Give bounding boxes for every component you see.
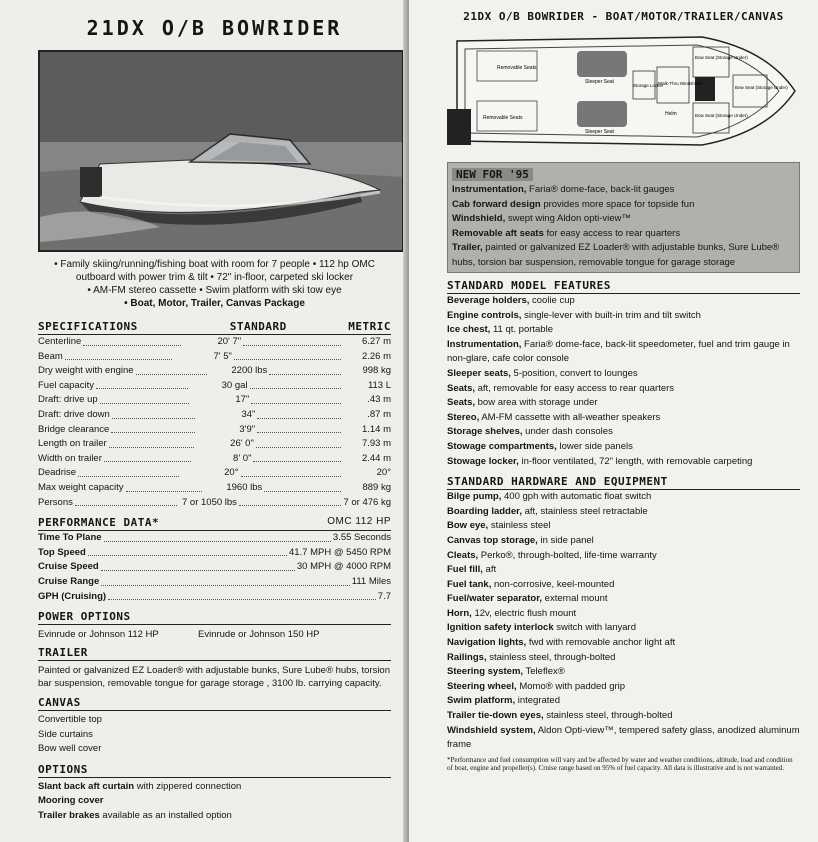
spec-row — [38, 452, 391, 467]
dot-leader — [264, 481, 341, 492]
item-detail: stainless steel — [488, 520, 551, 532]
list-item — [447, 490, 800, 505]
dot-leader — [112, 408, 196, 419]
spec-standard-value: 20' 7" — [217, 336, 242, 347]
trailer-heading — [38, 646, 391, 661]
spec-metric-value: 7 or 476 kg — [343, 496, 392, 508]
performance-label: Top Speed — [38, 546, 86, 558]
item-detail: painted or galvanized EZ Loader® with adjustable bunks, Sure Lube® hubs, torsion bar suspension, removable tongue for garage storage — [452, 242, 780, 268]
options-list — [38, 780, 391, 824]
model-features-list — [447, 294, 800, 469]
power-options — [38, 629, 391, 640]
dot-leader — [104, 531, 331, 542]
performance-value: 7.7 — [377, 590, 391, 602]
spec-standard-value: 1960 lbs — [226, 481, 263, 493]
item-detail: aft — [482, 564, 497, 576]
dot-leader — [78, 466, 178, 477]
dot-leader — [250, 379, 342, 390]
trailer-title: TRAILER — [38, 646, 88, 660]
item-detail: Aldon Opti-view™, tempered safety glass, anodized aluminum frame — [447, 724, 800, 751]
new-for-95-heading: NEW FOR '95 — [452, 168, 533, 181]
spec-metric-value: 889 kg — [362, 481, 392, 493]
list-item: Slant back aft curtain with zippered connection — [38, 780, 242, 792]
item-detail: switch with lanyard — [553, 622, 637, 634]
item-detail: in-floor ventilated, 72" length, with removable carpeting — [518, 455, 753, 467]
item-detail: provides more space for topside fun — [540, 198, 695, 210]
performance-value: 41.7 MPH @ 5450 RPM — [288, 546, 391, 558]
dot-leader — [104, 452, 192, 463]
item-title: Boarding ladder, — [447, 505, 522, 517]
item-detail: swept wing Aldon opti-view™ — [505, 213, 631, 224]
spec-standard-value: 20° — [224, 467, 239, 479]
list-item — [447, 411, 800, 426]
item-detail: bow area with storage under — [475, 397, 598, 409]
item-title: Sleeper seats, — [447, 367, 511, 379]
item-title: Fuel tank, — [447, 578, 492, 590]
spec-standard-value: 8' 0" — [233, 452, 252, 464]
list-item — [447, 592, 800, 607]
item-detail: Teleflex® — [523, 666, 565, 678]
right-page — [409, 0, 818, 842]
spec-row — [38, 364, 391, 379]
spec-metric-value: 1.14 m — [361, 423, 392, 435]
item-title: Navigation lights, — [447, 637, 527, 649]
item-title: Railings, — [447, 651, 487, 663]
item-detail: 11 qt. portable — [490, 324, 553, 336]
diagram-label: Sleeper Seat — [585, 129, 614, 135]
list-item — [447, 534, 800, 549]
spec-label: Draft: drive down — [38, 408, 110, 420]
specifications-table — [38, 335, 391, 510]
list-item — [447, 519, 800, 534]
list-item — [452, 183, 793, 198]
spec-standard-value: 2200 lbs — [231, 365, 268, 377]
spec-label: Width on trailer — [38, 452, 102, 464]
diagram-label: Storage Locker — [633, 83, 664, 88]
bullet-line: • Family skiing/running/fishing boat with room for 7 people • 112 hp OMC — [54, 259, 375, 270]
list-item: Bow well cover — [38, 743, 102, 755]
list-item — [452, 241, 793, 270]
item-detail: coolie cup — [529, 295, 575, 306]
item-detail: fwd with removable anchor light aft — [526, 637, 676, 649]
list-item — [447, 578, 800, 593]
item-title: Fuel/water separator, — [447, 593, 543, 605]
spec-row — [38, 379, 391, 394]
dot-leader — [83, 335, 181, 346]
item-title: Engine controls, — [447, 309, 522, 321]
item-title: Seats, — [447, 397, 475, 409]
spec-label: Deadrise — [38, 467, 77, 479]
dot-leader — [101, 575, 350, 586]
spec-label: Draft: drive up — [38, 394, 98, 406]
list-item — [447, 549, 800, 564]
item-title: Fuel fill, — [447, 564, 483, 576]
item-detail: Perko®, through-bolted, life-time warranty — [478, 549, 657, 561]
hardware-heading: STANDARD HARDWARE AND EQUIPMENT — [447, 475, 800, 490]
item-title: Windshield, — [452, 213, 506, 224]
item-detail: non-corrosive, keel-mounted — [491, 578, 615, 590]
item-title: Steering system, — [447, 666, 524, 678]
new-for-95-box — [447, 162, 800, 273]
item-detail: stainless steel, through-bolted — [543, 710, 673, 722]
spec-standard-value: 30 gal — [221, 379, 248, 391]
spec-standard-value: 7 or 1050 lbs — [182, 496, 237, 508]
dot-leader — [96, 379, 188, 390]
package-line: • Boat, Motor, Trailer, Canvas Package — [124, 298, 305, 309]
diagram-label: Bow Seat (Storage Under) — [695, 113, 748, 118]
dot-leader — [269, 364, 341, 375]
bullet-line: • AM-FM stereo cassette • Swim platform with ski tow eye — [87, 285, 342, 296]
spec-label: Fuel capacity — [38, 379, 94, 391]
item-title: Steering wheel, — [447, 680, 517, 692]
list-item — [447, 425, 800, 440]
model-features-heading: STANDARD MODEL FEATURES — [447, 279, 800, 294]
spec-label: Centerline — [38, 336, 82, 347]
dot-leader — [111, 423, 195, 434]
dot-leader — [136, 364, 208, 375]
deck-layout-diagram — [447, 29, 797, 153]
footnote: *Performance and fuel consumption will vary and be affected by water and weather conditions, altitude, load and condition of boat, engine and propeller(s). Cruise range based on 95% of fuel capacity. All data is illustrative and is not warranted. — [447, 755, 793, 773]
new-for-95-list — [452, 183, 793, 270]
item-title: Canvas top storage, — [447, 534, 538, 546]
list-item — [447, 724, 800, 753]
item-title: Cleats, — [447, 549, 479, 561]
item-detail: in side panel — [537, 534, 594, 546]
dot-leader — [241, 466, 341, 477]
spec-standard-value: 17" — [235, 394, 250, 406]
feature-bullets — [38, 258, 391, 310]
spec-label: Dry weight with engine — [38, 365, 134, 377]
list-item: Side curtains — [38, 728, 93, 740]
dot-leader — [253, 452, 341, 463]
list-item — [447, 607, 800, 622]
dot-leader — [257, 423, 341, 434]
list-item — [447, 294, 800, 309]
diagram-label: Helm — [665, 111, 677, 117]
power-options-title: POWER OPTIONS — [38, 610, 131, 624]
bullet-line: outboard with power trim & tilt • 72" in-floor, carpeted ski locker — [75, 272, 354, 283]
item-title: Swim platform, — [447, 695, 516, 707]
spec-row — [38, 393, 391, 408]
item-detail: integrated — [515, 695, 560, 707]
list-item — [452, 212, 793, 227]
spec-row — [38, 481, 391, 496]
item-detail: aft, removable for easy access to rear quarters — [475, 382, 675, 394]
power-options-heading — [38, 610, 391, 625]
power-option-112: Evinrude or Johnson 112 HP — [38, 629, 159, 641]
dot-leader — [234, 350, 341, 361]
spec-metric-value: .87 m — [367, 408, 391, 420]
item-detail: Faria® dome-face, back-lit speedometer, fuel and trim gauge in non-glare, cafe color console — [447, 338, 790, 365]
dot-leader — [65, 350, 172, 361]
specifications-heading — [38, 320, 391, 335]
canvas-list — [38, 713, 391, 757]
spec-metric-value: 20° — [376, 467, 391, 479]
list-item — [447, 440, 800, 455]
item-title: Bilge pump, — [447, 491, 502, 503]
item-title: Storage shelves, — [447, 426, 523, 438]
list-item — [452, 227, 793, 242]
list-item — [447, 709, 800, 724]
performance-row — [38, 590, 391, 605]
list-item — [447, 367, 800, 382]
performance-label: Time To Plane — [38, 532, 102, 544]
options-heading — [38, 763, 391, 778]
diagram-label: Removable Seats — [497, 65, 537, 71]
spec-label: Bridge clearance — [38, 423, 110, 435]
item-title: Seats, — [447, 382, 475, 394]
diagram-label: Sleeper Seat — [585, 79, 614, 85]
item-detail: AM-FM cassette with all-weather speakers — [479, 411, 661, 423]
list-item — [447, 621, 800, 636]
list-item: Mooring cover — [38, 795, 104, 807]
list-item — [447, 323, 800, 338]
list-item — [452, 198, 793, 213]
spec-standard-value: 7' 5" — [213, 350, 232, 362]
list-item — [447, 309, 800, 324]
item-detail: Momo® with padded grip — [516, 680, 626, 692]
item-title: Stowage locker, — [447, 455, 519, 467]
power-option-150: Evinrude or Johnson 150 HP — [198, 629, 320, 641]
item-detail: under dash consoles — [522, 426, 613, 438]
item-title: Cab forward design — [452, 198, 541, 210]
diagram-label: Walk-Thru Windshield — [658, 81, 702, 86]
performance-row — [38, 546, 391, 561]
spec-metric-value: 2.44 m — [361, 452, 392, 464]
spec-label: Beam — [38, 350, 63, 362]
spec-standard-value: 34" — [241, 408, 256, 420]
spec-row — [38, 437, 391, 452]
performance-value: 30 MPH @ 4000 RPM — [296, 561, 391, 573]
performance-label: Cruise Range — [38, 575, 100, 587]
performance-value: 111 Miles — [351, 575, 391, 587]
performance-label: Cruise Speed — [38, 561, 99, 573]
item-title: Trailer, — [452, 242, 483, 253]
item-title: Ignition safety interlock — [447, 622, 554, 634]
diagram-label: Bow Seat (Storage Under) — [735, 85, 788, 90]
dot-leader — [257, 408, 341, 419]
spec-row — [38, 408, 391, 423]
item-title: Stowage compartments, — [447, 440, 557, 452]
performance-label: GPH (Cruising) — [38, 590, 107, 602]
dot-leader — [256, 437, 341, 448]
dot-leader — [75, 496, 177, 507]
spec-standard-value: 26' 0" — [230, 438, 254, 450]
spec-metric-value: .43 m — [367, 394, 392, 406]
item-detail: external mount — [542, 593, 608, 605]
performance-table — [38, 531, 391, 604]
dot-leader — [243, 335, 341, 346]
spec-metric-value: 6.27 m — [361, 336, 391, 347]
spec-standard-value: 3'9" — [239, 423, 256, 435]
item-title: Stereo, — [447, 411, 480, 423]
hardware-list — [447, 490, 800, 753]
canvas-heading — [38, 696, 391, 711]
spec-row — [38, 496, 391, 511]
spec-metric-value: 2.26 m — [361, 350, 392, 362]
dot-leader — [100, 393, 190, 404]
item-title: Instrumentation, — [452, 184, 527, 195]
item-detail: single-lever with built-in trim and tilt switch — [521, 309, 701, 321]
list-item — [447, 396, 800, 411]
list-item — [447, 651, 800, 666]
list-item: Convertible top — [38, 714, 102, 726]
spec-metric-value: 7.93 m — [361, 438, 392, 450]
boat-illustration — [40, 52, 402, 250]
list-item — [447, 505, 800, 520]
dot-leader — [109, 437, 194, 448]
item-detail: Faria® dome-face, back-lit gauges — [526, 184, 675, 195]
dot-leader — [101, 560, 295, 571]
item-detail: 400 gph with automatic float switch — [501, 491, 652, 503]
list-item — [447, 382, 800, 397]
performance-row — [38, 575, 391, 590]
dot-leader — [108, 590, 376, 601]
list-item: Trailer brakes available as an installed option — [38, 809, 232, 821]
right-page-title: 21DX O/B BOWRIDER - BOAT/MOTOR/TRAILER/CANVAS — [463, 10, 784, 23]
list-item — [447, 338, 800, 367]
list-item — [447, 665, 800, 680]
diagram-label: Removable Seats — [483, 115, 523, 121]
item-detail: 5-position, convert to lounges — [510, 367, 638, 379]
performance-heading — [38, 516, 391, 531]
item-title: Instrumentation, — [447, 338, 522, 350]
spec-row — [38, 350, 391, 365]
item-title: Windshield system, — [447, 724, 536, 736]
spec-row — [38, 335, 391, 350]
boat-photo — [38, 50, 404, 252]
canvas-title: CANVAS — [38, 696, 81, 710]
dot-leader — [88, 546, 287, 557]
spec-metric-value: 998 kg — [362, 365, 392, 377]
spec-metric-value: 113 L — [367, 379, 392, 391]
diagram-label: Bow Seat (Storage Under) — [695, 55, 748, 60]
item-detail: 12v, electric flush mount — [471, 607, 577, 619]
item-detail: lower side panels — [556, 440, 633, 452]
page-title: 21DX O/B BOWRIDER — [86, 16, 343, 40]
spec-label: Max weight capacity — [38, 481, 124, 493]
item-detail: for easy access to rear quarters — [543, 227, 681, 239]
dot-leader — [251, 393, 341, 404]
dot-leader — [126, 481, 203, 492]
item-title: Removable aft seats — [452, 227, 544, 239]
performance-row — [38, 531, 391, 546]
spec-label: Persons — [38, 496, 73, 508]
item-detail: stainless steel, through-bolted — [486, 651, 616, 663]
options-title: OPTIONS — [38, 762, 88, 776]
performance-title: PERFORMANCE DATA* — [38, 516, 160, 530]
item-title: Horn, — [447, 607, 472, 619]
list-item — [447, 694, 800, 709]
spec-row — [38, 466, 391, 481]
metric-column-header: METRIC — [348, 320, 391, 333]
specifications-title: SPECIFICATIONS — [38, 320, 138, 333]
list-item — [447, 680, 800, 695]
trailer-text: Painted or galvanized EZ Loader® with adjustable bunks, Sure Lube® hubs, torsion bar suspension, removable tongue for garage storage , 3100 lb. carrying capacity. — [38, 665, 390, 690]
item-detail: aft, stainless steel retractable — [521, 505, 648, 517]
performance-value: 3.55 Seconds — [332, 532, 391, 544]
performance-row — [38, 560, 391, 575]
item-title: Ice chest, — [447, 324, 491, 336]
item-title: Bow eye, — [447, 520, 489, 532]
standard-column-header: STANDARD — [229, 320, 287, 333]
spec-row — [38, 423, 391, 438]
performance-engine: OMC 112 HP — [327, 516, 391, 528]
list-item — [447, 455, 800, 470]
list-item — [447, 636, 800, 651]
item-title: Trailer tie-down eyes, — [447, 710, 544, 722]
item-title: Beverage holders, — [447, 295, 530, 306]
spec-label: Length on trailer — [38, 438, 107, 450]
dot-leader — [239, 496, 341, 507]
list-item — [447, 563, 800, 578]
